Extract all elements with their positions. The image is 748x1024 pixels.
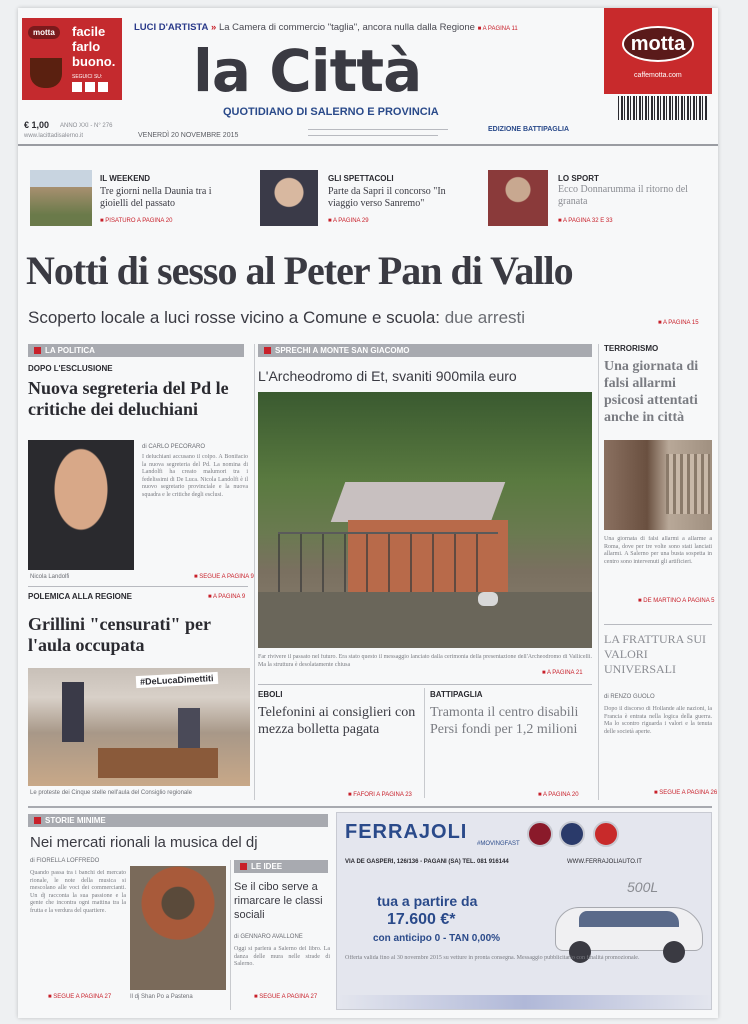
ad-line-2: farlo xyxy=(72,39,101,54)
politica-body: I deluchiani accusano il colpo. A Bonifacio la nuova segreteria del Pd. La nomina di Landolfi ha creato malumori tra i fedelissimi di De Luca. Nicola Landolfi è il nuovo segretario provinciale e la nuova squadra e le critiche degli esclusi. xyxy=(142,454,248,498)
battipaglia-headline[interactable]: Tramonta il centro disabili Persi fondi per 1,2 milioni xyxy=(430,705,579,737)
square-icon xyxy=(34,347,41,354)
social-icons xyxy=(72,82,116,92)
storie-body: Quando passa tra i banchi del mercato rionale, le note della musica si mescolano alle voci dei commercianti. Un dj racconta la sua passione e la gente che incontra ogni mattina tra la frutta e la verdura del quartiere. xyxy=(30,870,126,914)
frattura-headline[interactable]: LA FRATTURA SUI VALORI UNIVERSALI xyxy=(604,632,707,676)
regione-ref-top: ■ A PAGINA 9 xyxy=(208,594,245,600)
edition-label: EDIZIONE BATTIPAGLIA xyxy=(488,126,570,133)
barcode xyxy=(618,96,708,120)
storie-ref: ■ SEGUE A PAGINA 27 xyxy=(48,994,111,1000)
sprechi-headline[interactable]: L'Archeodromo di Et, svaniti 900mila euro xyxy=(258,368,517,384)
lead-sub-main: Scoperto locale a luci rosse vicino a Comune e scuola: xyxy=(28,308,445,327)
section-bar-storie: STORIE MINIME xyxy=(28,814,328,827)
idee-body: Oggi si parlerà a Salerno del libro. La danza delle mura nelle strade di Salerno. xyxy=(234,946,330,967)
teaser-weekend[interactable] xyxy=(30,170,250,230)
newspaper-front-page xyxy=(18,8,718,1018)
lancia-logo xyxy=(559,821,585,847)
teaser-kicker: LO SPORT xyxy=(558,174,599,183)
section-bar-sprechi: SPRECHI A MONTE SAN GIACOMO xyxy=(258,344,592,357)
idee-headline[interactable]: Se il cibo serve a rimarcare le classi sociali xyxy=(234,881,323,921)
teaser-headline: Ecco Donnarumma il ritorno del granata xyxy=(558,184,688,207)
issue-date: VENERDÌ 20 NOVEMBRE 2015 xyxy=(138,132,239,139)
politica-headline[interactable]: Nuova segreteria del Pd le critiche dei deluchiani xyxy=(28,378,229,419)
terrorismo-body: Una giornata di falsi allarmi a allarme a Roma, dove per tre volte sono stati lanciati allarmi. A Salerno per una busta sospetta in centro sono intervenuti gli artificieri. xyxy=(604,536,712,565)
offer-terms: con anticipo 0 - TAN 0,00% xyxy=(373,933,501,944)
facebook-icon xyxy=(72,82,82,92)
eboli-kicker: EBOLI xyxy=(258,690,283,699)
landolfi-caption: Nicola Landolfi xyxy=(30,574,70,580)
ferrajoli-brand: FERRAJOLI xyxy=(345,821,468,843)
storie-headline[interactable]: Nei mercati rionali la musica del dj xyxy=(30,834,258,851)
ferrajoli-site: WWW.FERRAJOLIAUTO.IT xyxy=(567,859,642,865)
singer-photo xyxy=(260,170,318,226)
issue-meta: ANNO XXI - N° 276 xyxy=(60,123,113,129)
lead-subheadline xyxy=(28,308,525,328)
landolfi-photo xyxy=(28,440,134,570)
ferrajoli-ad[interactable] xyxy=(336,812,712,1010)
protest-caption: Le proteste dei Cinque stelle nell'aula del Consiglio regionale xyxy=(30,790,192,796)
header-divider xyxy=(18,144,718,146)
idee-byline: di GENNARO AVALLONE xyxy=(234,934,303,940)
teaser-ref: ■ PISATURO A PAGINA 20 xyxy=(100,218,172,224)
teaser-ref: ■ A PAGINA 29 xyxy=(328,218,369,224)
eboli-ref: ■ FAFORI A PAGINA 23 xyxy=(348,792,412,798)
ferrajoli-tag: #MOVINGFAST xyxy=(477,841,520,847)
fence xyxy=(278,532,498,596)
teaser-spettacoli[interactable] xyxy=(260,170,490,230)
ad-fineprint: Offerta valida fino al 30 novembre 2015 su vetture in pronta consegna. Messaggio pubblicitario con finalità promozionale. xyxy=(345,955,640,961)
regione-kicker: POLEMICA ALLA REGIONE xyxy=(28,592,132,601)
motta-ad-right[interactable] xyxy=(604,8,712,94)
top-teaser-label: LUCI D'ARTISTA xyxy=(134,22,209,33)
car-model: 500L xyxy=(627,879,659,895)
square-icon xyxy=(34,817,41,824)
protest-sign: #DeLucaDimettiti xyxy=(136,672,218,688)
fiat-logo xyxy=(527,821,553,847)
frattura-body: Dopo il discorso di Hollande alle nazioni, la Francia è entrata nella logica della guerra. Ma lo scontro riguarda i valori e la tenuta delle società aperte. xyxy=(604,706,712,735)
square-icon xyxy=(240,863,247,870)
ferrajoli-address: VIA DE GASPERI, 126/136 - PAGANI (SA) TEL. 081 916144 xyxy=(345,859,509,865)
teaser-sport[interactable] xyxy=(488,168,710,230)
top-teaser-text: La Camera di commercio "taglia", ancora nulla dalla Regione xyxy=(218,22,475,33)
terrorismo-ref: ■ DE MARTINO A PAGINA 5 xyxy=(638,598,714,604)
castle-photo xyxy=(30,170,92,226)
twitter-icon xyxy=(85,82,95,92)
teaser-ref: ■ A PAGINA 32 E 33 xyxy=(558,218,613,224)
car-image xyxy=(549,889,709,965)
section-bar-politica: LA POLITICA xyxy=(28,344,244,357)
youtube-icon xyxy=(98,82,108,92)
motta-site: caffemotta.com xyxy=(634,72,682,79)
hut-roof xyxy=(331,482,506,522)
teaser-kicker: IL WEEKEND xyxy=(100,174,151,183)
lead-sub-emphasis: due arresti xyxy=(444,308,526,327)
regione-headline[interactable]: Grillini "censurati" per l'aula occupata xyxy=(28,614,211,655)
footballer-photo xyxy=(488,170,548,226)
teaser-headline: Parte da Sapri il concorso "In viaggio verso Sanremo" xyxy=(328,186,446,209)
teaser-kicker: GLI SPETTACOLI xyxy=(328,174,394,183)
ad-social-label: SEGUICI SU: xyxy=(72,74,103,80)
abarth-logo xyxy=(593,821,619,847)
dj-caption: Il dj Shan Po a Pastena xyxy=(130,994,193,1000)
politica-ref: ■ SEGUE A PAGINA 9 xyxy=(194,574,254,580)
frattura-ref: ■ SEGUE A PAGINA 26 xyxy=(654,790,717,796)
archeodromo-photo xyxy=(258,392,592,648)
teaser-headline: Tre giorni nella Daunia tra i gioielli del passato xyxy=(100,186,212,209)
offer-price: 17.600 €* xyxy=(387,911,456,928)
eboli-headline[interactable]: Telefonini ai consiglieri con mezza bolletta pagata xyxy=(258,705,416,737)
colosseum-photo xyxy=(604,440,712,530)
lead-headline[interactable]: Notti di sesso al Peter Pan di Vallo xyxy=(26,248,573,293)
website: www.lacittadisalerno.it xyxy=(24,133,84,139)
price: € 1,00 xyxy=(24,120,50,130)
motta-logo: motta xyxy=(622,26,694,62)
motta-logo-small: motta xyxy=(28,26,60,39)
battipaglia-kicker: BATTIPAGLIA xyxy=(430,690,483,699)
politica-kicker: DOPO L'ESCLUSIONE xyxy=(28,364,113,373)
protest-photo xyxy=(28,668,250,786)
dj-photo xyxy=(130,866,226,990)
storie-byline: di FIORELLA LOFFREDO xyxy=(30,858,100,864)
masthead-subtitle: QUOTIDIANO DI SALERNO E PROVINCIA xyxy=(223,106,439,118)
coffee-cup-icon xyxy=(30,58,62,88)
politica-byline: di CARLO PECORARO xyxy=(142,444,206,450)
idee-ref: ■ SEGUE A PAGINA 27 xyxy=(254,994,317,1000)
ad-line-3: buono. xyxy=(72,54,116,69)
masthead-title: la Città xyxy=(193,37,422,105)
sprechi-ref: ■ A PAGINA 21 xyxy=(542,670,583,676)
section-bar-idee: LE IDEE xyxy=(234,860,328,873)
terrorismo-kicker: TERRORISMO xyxy=(604,344,659,353)
offer-text: tua a partire da xyxy=(377,893,478,909)
square-icon xyxy=(264,347,271,354)
frattura-byline: di RENZO GUOLO xyxy=(604,694,655,700)
top-teaser[interactable] xyxy=(134,22,614,33)
chevron-right-icon: » xyxy=(211,22,217,33)
terrorismo-headline[interactable]: Una giornata di falsi allarmi psicosi attentati anche in città xyxy=(604,359,699,425)
masthead-address xyxy=(308,126,458,140)
sprechi-caption: Far rivivere il passato nel futuro. Era stato questo il messaggio lanciato dalla cerimonia della presentazione dell'Archeodromo di Vallicelli. Ma la struttura è desolatamente chiusa xyxy=(258,654,592,668)
motta-ad-left[interactable] xyxy=(22,18,122,100)
lead-ref: ■ A PAGINA 15 xyxy=(658,320,699,326)
ad-line-1: facile xyxy=(72,24,106,39)
top-teaser-ref: ■ A PAGINA 11 xyxy=(478,26,518,32)
battipaglia-ref: ■ A PAGINA 20 xyxy=(538,792,579,798)
